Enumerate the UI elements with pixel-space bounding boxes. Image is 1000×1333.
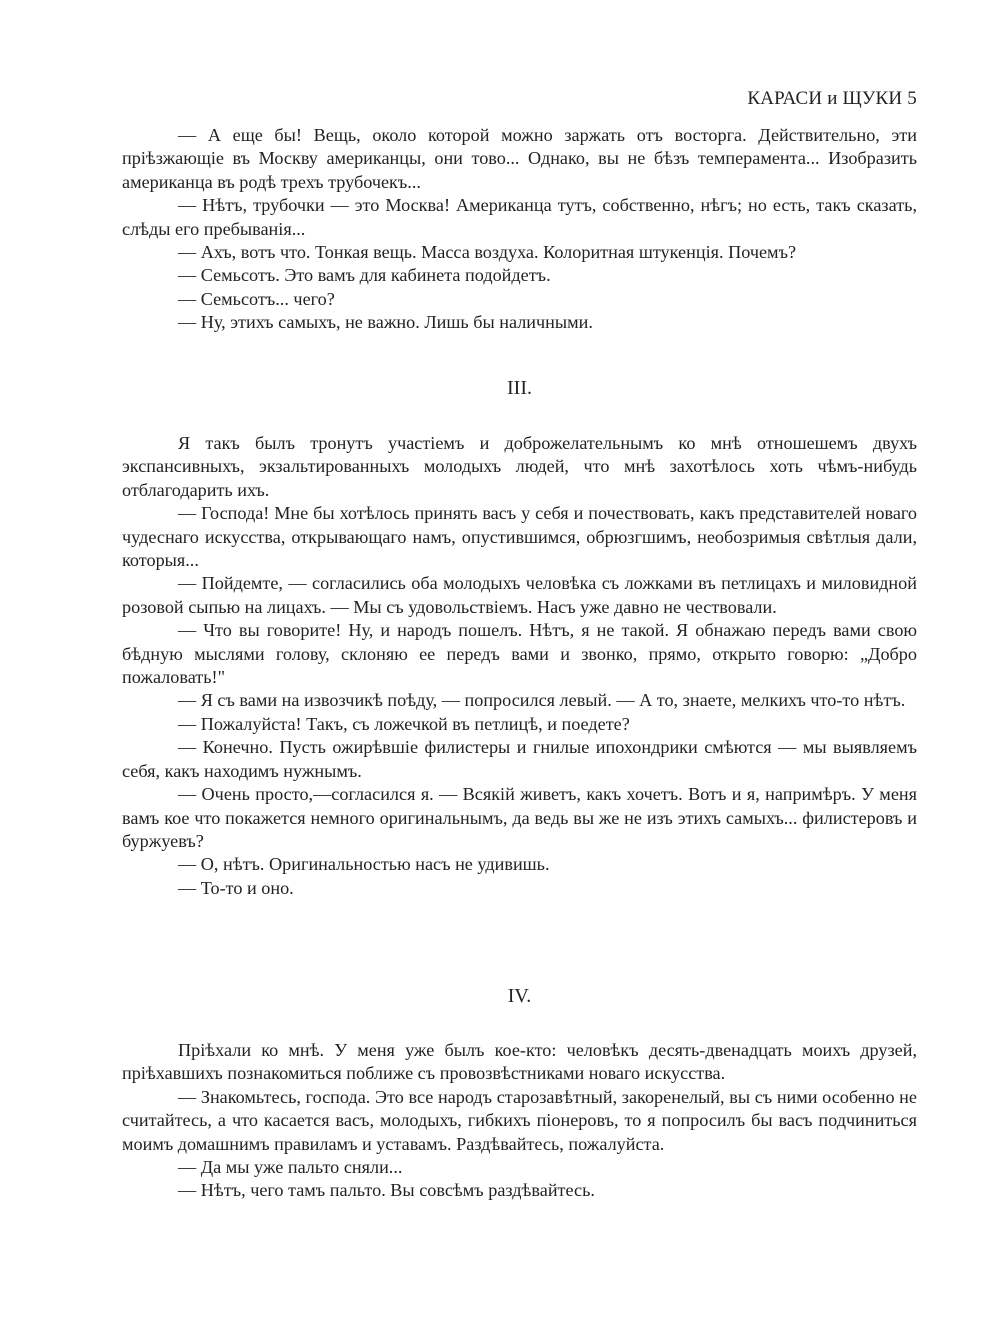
section-title-iii: III. [507, 377, 532, 399]
paragraph: — Господа! Мне бы хотѣлось принять васъ у себя и почествовать, какъ представителей новаго чудеснаго искусства, открывающаго намъ, опустившимся, обрюзгшимъ, необозримыя свѣтлыя дали, которыя... [122, 503, 917, 571]
paragraph: — О, нѣтъ. Оригинальностью насъ не удивишь. [178, 854, 550, 875]
paragraph: — Конечно. Пусть ожирѣвшiе филистеры и гнилые ипохондрики смѣются — мы выявляемъ себя, какъ находимъ нужнымъ. [122, 737, 917, 781]
paragraph: — Очень просто,—согласился я. — Всякiй живетъ, какъ хочетъ. Вотъ и я, напримѣръ. У меня вамъ кое что покажется немного оригинальнымъ, да ведь вы же не изъ этихъ самыхъ... филистеровъ и буржуевъ? [122, 784, 917, 851]
paragraph: — Ну, этихъ самыхъ, не важно. Лишь бы наличными. [178, 312, 593, 333]
section-title-iv: IV. [507, 985, 532, 1007]
paragraph: — А еще бы! Вещь, около которой можно заржать отъ восторга. Действительно, эти прiѣзжающiе въ Москву американцы, они тово... Однако, вы не бѣзъ темперамента... Изобразить американца въ родѣ трехъ трубочекъ... [122, 125, 917, 192]
paragraph: — Да мы уже пальто сняли... [178, 1157, 403, 1178]
paragraph: — Ахъ, вотъ что. Тонкая вещь. Масса воздуха. Колоритная штукенцiя. Почемъ? [178, 242, 797, 263]
dialogue-block-1 [122, 124, 917, 335]
paragraph: — Я съ вами на извозчикѣ поѣду, — попросился левый. — А то, знаете, мелкихъ что-то нѣтъ. [178, 690, 906, 711]
paragraph: — Нѣтъ, трубочки — это Москва! Американца тутъ, собственно, нѣгъ; но есть, такъ сказать, слѣды его пребыванiя... [122, 195, 917, 239]
paragraph: Прiѣхали ко мнѣ. У меня уже былъ кое-кто: человѣкъ десять-двенадцать моихъ друзей, прiѣхавшихъ познакомиться поближе съ провозвѣстниками новаго искусства. [122, 1040, 917, 1084]
running-head: КАРАСИ и ЩУКИ 5 [747, 88, 917, 109]
paragraph: Я такъ былъ тронутъ участiемъ и доброжелательнымъ ко мнѣ отношешемъ двухъ экспансивныхъ, экзальтированныхъ молодыхъ людей, что мнѣ захотѣлось хоть чѣмъ-нибудь отблагодарить ихъ. [122, 433, 917, 500]
section-iv-body [122, 1039, 917, 1203]
section-iii-body [122, 432, 917, 900]
paragraph: — Нѣтъ, чего тамъ пальто. Вы совсѣмъ раздѣвайтесь. [178, 1180, 595, 1201]
paragraph: — То-то и оно. [178, 877, 294, 898]
paragraph: — Семьсотъ. Это вамъ для кабинета подойдетъ. [178, 265, 551, 286]
paragraph: — Пожалуйста! Такъ, съ ложечкой въ петлицѣ, и поедете? [178, 713, 630, 734]
paragraph: — Семьсотъ... чего? [178, 288, 335, 309]
paragraph: — Знакомьтесь, господа. Это все народъ старозавѣтный, закоренелый, вы съ ними особенно не считайтесь, а что касается васъ, молодыхъ, гибкихъ пiонеровъ, то я попросилъ бы васъ подчиниться моимъ домашнимъ правиламъ и уставамъ. Раздѣвайтесь, пожалуйста. [122, 1086, 917, 1154]
paragraph: — Что вы говорите! Ну, и народъ пошелъ. Нѣтъ, я не такой. Я обнажаю передъ вами свою бѣдную мыслями голову, склоняю ее передъ вами и звонко, прямо, открыто говорю: „Добро пожаловать!" [122, 620, 917, 688]
paragraph: — Пойдемте, — согласились оба молодыхъ человѣка съ ложками въ петлицахъ и миловидной розовой сыпью на лицахъ. — Мы съ удовольствiемъ. Насъ уже давно не чествовали. [122, 573, 917, 617]
